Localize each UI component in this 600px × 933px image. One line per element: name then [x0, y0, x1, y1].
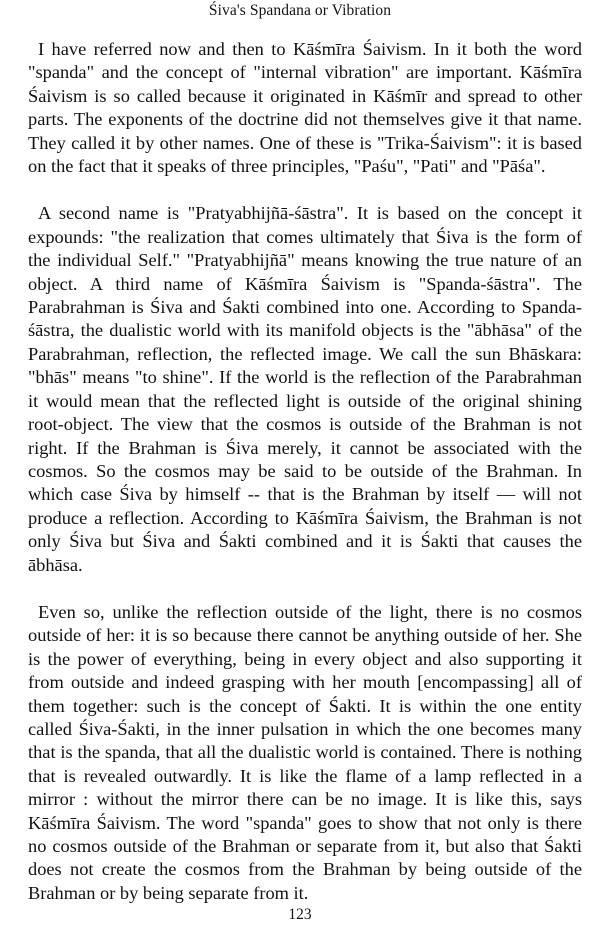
- running-head-title: Śiva's Spandana or Vibration: [208, 2, 392, 19]
- body-text: [28, 38, 582, 905]
- page-number: 123: [288, 906, 312, 923]
- paragraph-3: Even so, unlike the reflection outside of the light, there is no cosmos outside of her: it is so because there cannot be anything outside of her. She is the power of everything, being in every object and also supporting it from outside and indeed grasping with her mouth [encompassing] all of them together: such is the concept of Śakti. It is within the one entity called Śiva-Śakti, in the inner pulsation in which the one becomes many that is the spanda, that all the dualistic world is contained. There is nothing that is revealed outwardly. It is like the flame of a lamp reflected in a mirror : without the mirror there can be no image. It is like this, says Kāśmīra Śaivism. The word "spanda" goes to show that not only is there no cosmos outside of the Brahman or separate from it, but also that Śakti does not create the cosmos from the Brahman by being outside of the Brahman or by being separate from it.: [28, 601, 582, 903]
- paragraph-1: I have referred now and then to Kāśmīra Śaivism. In it both the word "spanda" and the concept of "internal vibration" are important. Kāśmīra Śaivism is so called because it originated in Kāśmīr and spread to other parts. The exponents of the doctrine did not themselves give it that name. They called it by other names. One of these is "Trika-Śaivism": it is based on the fact that it speaks of three principles, "Paśu", "Pati" and "Pāśa".: [28, 39, 582, 177]
- paragraph-2: A second name is "Pratyabhijñā-śāstra". It is based on the concept it expounds: "the realization that comes ultimately that Śiva is the form of the individual Self." "Pratyabhijñā" means knowing the true nature of an object. A third name of Kāśmīra Śaivism is "Spanda-śāstra". The Parabrahman is Śiva and Śakti combined into one. According to Spanda-śāstra, the dualistic world with its manifold objects is the "ābhāsa" of the Parabrahman, reflection, the reflected image. We call the sun Bhāskara: "bhās" means "to shine". If the world is the reflection of the Parabrahman it would mean that the reflected light is outside of the original shining root-object. The view that the cosmos is outside of the Brahman is not right. If the Brahman is Śiva merely, it cannot be associated with the cosmos. So the cosmos may be said to be outside of the Brahman. In which case Śiva by himself -- that is the Brahman by itself — will not produce a reflection. According to Kāśmīra Śaivism, the Brahman is not only Śiva but Śiva and Śakti combined and it is Śakti that causes the ābhāsa.: [28, 203, 582, 575]
